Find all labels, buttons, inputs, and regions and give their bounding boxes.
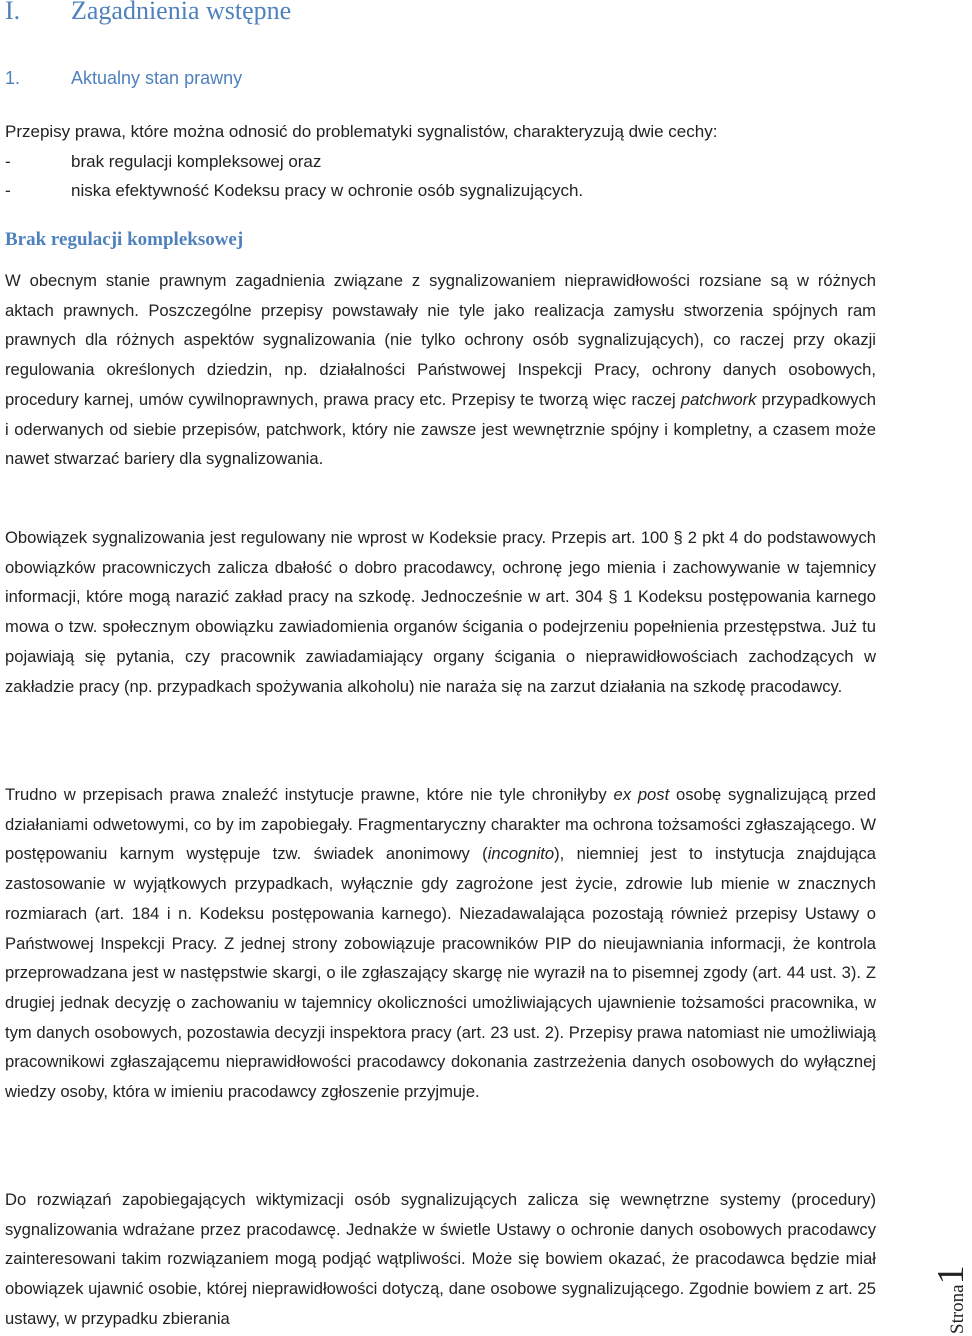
list-dash: - <box>5 151 11 171</box>
paragraph-3 <box>5 780 876 1107</box>
page-number: 1 <box>930 1265 972 1285</box>
page-label: Strona <box>947 1284 968 1334</box>
paragraph-1-text-a: W obecnym stanie prawnym zagadnienia związane z sygnalizowaniem nieprawidłowości rozsiane są w różnych aktach prawnych. Poszczególne przepisy powstawały nie tyle jako realizacja zamysłu stworzenia spójnych ram prawnych dla różnych aspektów sygnalizowania (nie tylko ochrony osób sygnalizujących), co raczej przy okazji regulowania określonych dziedzin, np. działalności Państwowej Inspekcji Pracy, ochrony danych osobowych, procedury karnej, umów cywilnoprawnych, prawa pracy etc. Przepisy te tworzą więc raczej <box>5 271 876 409</box>
list-item-text: brak regulacji kompleksowej oraz <box>71 151 322 171</box>
section-number: I. <box>5 0 21 25</box>
paragraph-1 <box>5 266 876 474</box>
list-item <box>5 147 717 177</box>
paragraph-2: Obowiązek sygnalizowania jest regulowany nie wprost w Kodeksie pracy. Przepis art. 100 § 2 pkt 4 do podstawowych obowiązków pracowniczych zalicza dbałość o dobro pracodawcy, ochronę jego mienia i zachowywanie w tajemnicy informacji, które mogą narazić zakład pracy na szkodę. Jednocześnie w art. 304 § 1 Kodeksu postępowania karnego mowa o tzw. społecznym obowiązku zawiadomienia organów ścigania o podejrzeniu popełnienia przestępstwa. Już tu pojawiają się pytania, czy pracownik zawiadamiający organy ścigania o nieprawidłowościach zachodzących w zakładzie pracy (np. przypadkach spożywania alkoholu) nie naraża się na zarzut działania na szkodę pracodawcy. <box>5 528 876 696</box>
paragraph-3-italic-1: ex post <box>613 785 670 804</box>
paragraph-3-italic-2: incognito <box>487 844 555 864</box>
paragraph-3-text-a: Trudno w przepisach prawa znaleźć instytucje prawne, które nie tyle chroniłyby <box>5 785 614 804</box>
intro-lead: Przepisy prawa, które można odnosić do problematyki sygnalistów, charakteryzują dwie cechy: <box>5 122 718 141</box>
paragraph-3-text-c: osobę sygnalizującą przed działaniami odwetowymi, co by im zapobiegały. Fragmentaryczny charakter ma ochrona tożsamości zgłaszającego. W postępowaniu karnym występuje tzw. świadek anonimowy ( <box>5 785 876 864</box>
subheading: Brak regulacji kompleksowej <box>5 229 244 250</box>
paragraph-1-text-c: przypadkowych i oderwanych od siebie przepisów, patchwork, który nie zawsze jest wewnętrznie spójny i kompletny, a czasem może nawet stwarzać bariery dla sygnalizowania. <box>5 389 876 469</box>
paragraph-4: Do rozwiązań zapobiegających wiktymizacji osób sygnalizujących zalicza się wewnętrzne systemy (procedury) sygnalizowania wdrażane przez pracodawcę. Jednakże w świetle Ustawy o ochronie danych osobowych pracodawcy zainteresowani takim rozwiązaniem mogą podjąć wątpliwości. Może się bowiem okazać, że pracodawca będzie miał obowiązek ujawnić osobie, której nieprawidłowości dotyczą, dane osobowe sygnalizującego. Zgodnie bowiem z art. 25 ustawy, w przypadku zbierania <box>5 1190 876 1328</box>
section-title: Zagadnienia wstępne <box>71 0 292 25</box>
list-item <box>5 176 717 206</box>
paragraph-3-text-e: ), niemniej jest to instytucja znajdująca zastosowanie w wyjątkowych przypadkach, wyłącznie gdy zagrożone jest życie, zdrowie lub mienie w znacznych rozmiarach (art. 184 i n. Kodeksu postępowania karnego). Niezadawalająca pozostają również przepisy Ustawy o Państwowej Inspekcji Pracy. Z jednej strony zobowiązuje pracowników PIP do nieujawniania informacji, że kontrola przeprowadzana jest w następstwie skargi, o ile zgłaszający skargę nie wyraził na to pisemnej zgody (art. 44 ust. 3). Z drugiej jednak decyzję o zachowaniu w tajemnicy okoliczności umożliwiających ujawnienie tożsamości pracownika, w tym danych osobowych, pozostawia decyzji inspektora pracy (art. 23 ust. 2). Przepisy prawa natomiast nie umożliwiają pracownikowi zgłaszającemu nieprawidłowości pracodawcy dokonania zastrzeżenia danych osobowych do wyłącznej wiedzy osoby, która w imieniu pracodawcy zgłoszenie przyjmuje. <box>5 844 877 1102</box>
paragraph-1-italic: patchwork <box>680 389 757 409</box>
subsection-heading <box>5 68 242 89</box>
intro-block <box>5 117 717 206</box>
section-heading <box>5 0 291 26</box>
subsection-number: 1. <box>5 68 21 88</box>
page-footer <box>930 1265 972 1334</box>
subsection-title: Aktualny stan prawny <box>71 68 243 88</box>
list-item-text: niska efektywność Kodeksu pracy w ochronie osób sygnalizujących. <box>71 181 584 200</box>
list-dash: - <box>5 181 11 200</box>
